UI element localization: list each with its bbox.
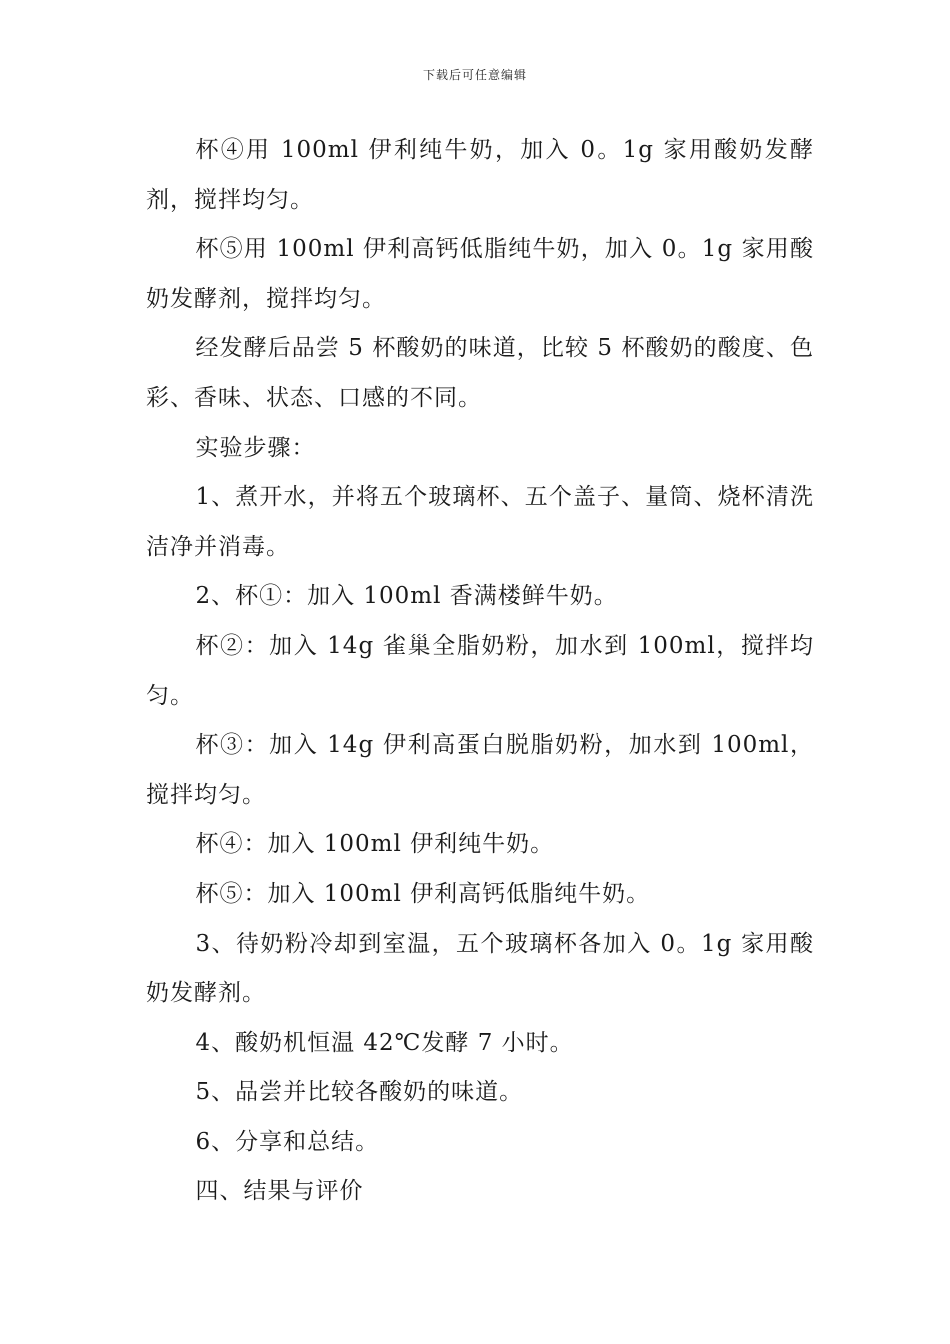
paragraph-cup4-method: 杯④用 100ml 伊利纯牛奶，加入 0。1g 家用酸奶发酵剂，搅拌均匀。 xyxy=(146,137,814,213)
paragraph-step-6: 6、分享和总结。 xyxy=(195,1128,380,1155)
paragraph-cup5-method: 杯⑤用 100ml 伊利高钙低脂纯牛奶，加入 0。1g 家用酸奶发酵剂，搅拌均匀。 xyxy=(146,236,814,312)
paragraph-step-4: 4、酸奶机恒温 42℃发酵 7 小时。 xyxy=(195,1029,574,1056)
paragraph-step-5: 5、品尝并比较各酸奶的味道。 xyxy=(195,1079,524,1106)
paragraph-step-2-cup2: 杯②：加入 14g 雀巢全脂奶粉，加水到 100ml，搅拌均匀。 xyxy=(146,632,814,709)
paragraph-step-2-cup4: 杯④：加入 100ml 伊利纯牛奶。 xyxy=(195,831,555,858)
document-body xyxy=(146,126,814,1217)
paragraph-comparison: 经发酵后品尝 5 杯酸奶的味道，比较 5 杯酸奶的酸度、色彩、香味、状态、口感的不同。 xyxy=(146,335,814,411)
section-heading-results: 四、结果与评价 xyxy=(195,1178,364,1205)
page-header: 下载后可任意编辑 xyxy=(422,68,527,82)
paragraph-step-2-cup3: 杯③：加入 14g 伊利高蛋白脱脂奶粉，加水到 100ml，搅拌均匀。 xyxy=(146,732,814,808)
paragraph-step-2-cup5: 杯⑤：加入 100ml 伊利高钙低脂纯牛奶。 xyxy=(195,880,651,907)
paragraph-step-3: 3、待奶粉冷却到室温，五个玻璃杯各加入 0。1g 家用酸奶发酵剂。 xyxy=(146,930,814,1007)
paragraph-steps-heading: 实验步骤： xyxy=(195,434,316,461)
paragraph-step-1: 1、煮开水，并将五个玻璃杯、五个盖子、量筒、烧杯清洗洁净并消毒。 xyxy=(146,484,814,560)
paragraph-step-2-cup1: 2、杯①：加入 100ml 香满楼鲜牛奶。 xyxy=(195,583,618,610)
